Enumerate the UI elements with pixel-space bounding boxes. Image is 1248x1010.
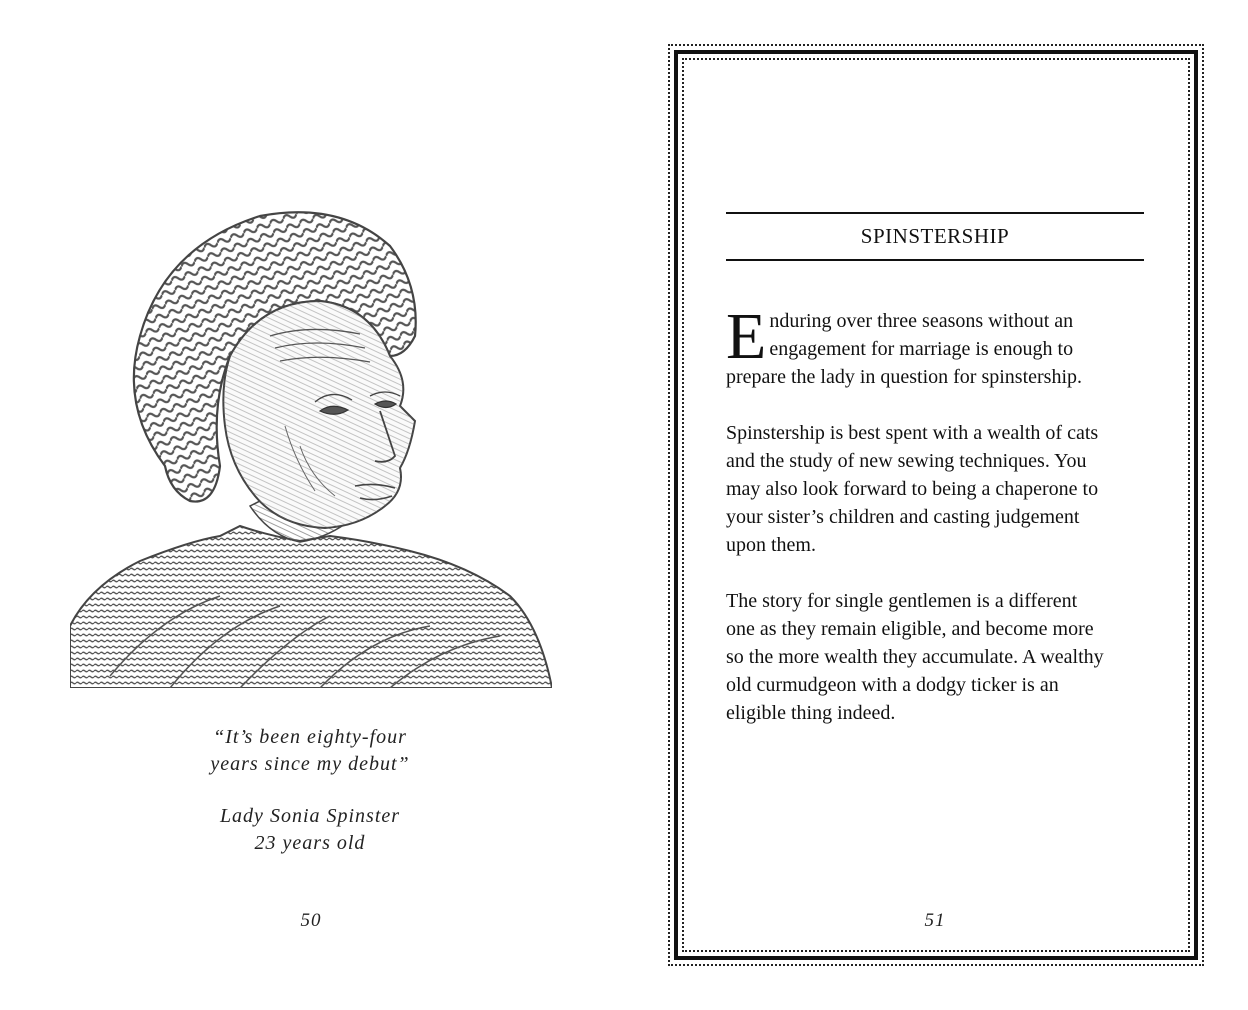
attribution-name: Lady Sonia Spinster	[219, 805, 401, 827]
paragraph-1-line-2: engagement for marriage is enough to	[769, 338, 1074, 360]
portrait-quote	[150, 724, 470, 778]
paragraph-1-line-3: prepare the lady in question for spinstership.	[726, 366, 1083, 388]
paragraph-2-line-1: Spinstership is best spent with a wealth of cats	[726, 422, 1099, 444]
left-page	[0, 0, 620, 1010]
portrait-attribution	[150, 803, 470, 857]
section-title: SPINSTERSHIP	[860, 224, 1010, 248]
paragraph-3-line-3: so the more wealth they accumulate. A wealthy	[726, 646, 1104, 668]
paragraph-2-line-5: upon them.	[726, 534, 816, 556]
paragraph-1	[726, 300, 1156, 391]
paragraph-3-line-5: eligible thing indeed.	[726, 702, 896, 724]
quote-line-1: “It’s been eighty-four	[213, 726, 407, 748]
paragraph-1-line-1: nduring over three seasons without an	[769, 310, 1074, 332]
paragraph-3-line-4: old curmudgeon with a dodgy ticker is an	[726, 674, 1059, 696]
page-number-left: 50	[300, 910, 322, 931]
paragraph-2-line-4: your sister’s children and casting judgement	[726, 506, 1080, 528]
title-rule-top	[726, 212, 1144, 214]
title-rule-bottom	[726, 259, 1144, 261]
drop-cap: E	[726, 300, 767, 373]
page-number-right: 51	[924, 910, 946, 931]
quote-line-2: years since my debut”	[210, 753, 410, 775]
paragraph-2-line-3: may also look forward to being a chaperone to	[726, 478, 1099, 500]
paragraph-3	[726, 587, 1156, 727]
paragraph-3-line-2: one as they remain eligible, and become more	[726, 618, 1094, 640]
attribution-age: 23 years old	[254, 832, 366, 854]
paragraph-2-line-2: and the study of new sewing techniques. You	[726, 450, 1087, 472]
paragraph-2	[726, 419, 1156, 559]
portrait-illustration	[70, 206, 552, 688]
paragraph-3-line-1: The story for single gentlemen is a different	[726, 590, 1078, 612]
right-page	[624, 0, 1248, 1010]
